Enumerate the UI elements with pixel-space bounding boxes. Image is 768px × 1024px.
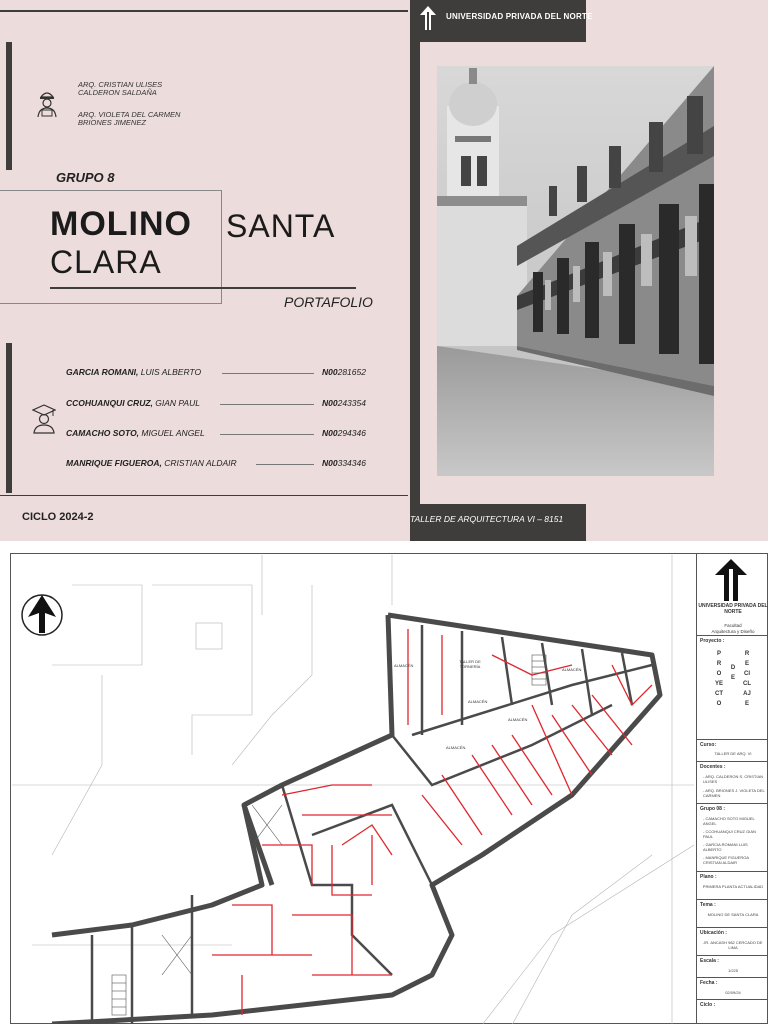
room-label: TALLER DE TORNERÍA <box>459 659 481 669</box>
title-word-santa: SANTA <box>226 208 336 244</box>
professor-icon <box>36 88 58 118</box>
top-rule <box>0 10 408 12</box>
leader-line <box>220 434 314 435</box>
code-number: 243354 <box>337 398 366 408</box>
room-label: ALMACÉN <box>446 745 466 750</box>
student-code <box>322 458 366 468</box>
bottom-rule <box>0 495 408 496</box>
university-name: UNIVERSIDAD PRIVADA DEL NORTE <box>446 12 593 21</box>
side-bar-professors <box>6 42 12 170</box>
professor-2-line2: BRIONES JIMENEZ <box>78 118 146 127</box>
group-member-2: - CCOHUANQUI CRUZ GIAN PAUL <box>703 829 756 839</box>
upn-logo-icon <box>711 559 751 601</box>
student-name <box>66 367 201 377</box>
workshop-label: TALLER DE ARQUITECTURA VI – 8151 <box>410 514 564 524</box>
title-block <box>696 553 768 1024</box>
student-code <box>322 398 366 408</box>
professor-2 <box>78 111 180 127</box>
student-name <box>66 398 200 408</box>
project-vertical-3: RECICLAJE <box>743 651 751 707</box>
student-surname: GARCIA ROMANI, <box>66 367 139 377</box>
group-member-1: - CAMACHO SOTO MIGUEL ANGEL <box>703 816 755 826</box>
course-label: Curso: <box>700 742 717 748</box>
leader-line <box>222 373 314 374</box>
group-member-3: - GARCIA ROMANI LUIS ALBERTO <box>703 842 748 852</box>
student-row <box>66 398 386 410</box>
student-row <box>66 367 386 379</box>
subtitle: PORTAFOLIO <box>284 294 373 310</box>
date-value: 02/09/24 <box>725 990 741 995</box>
legend-divider <box>697 899 768 900</box>
date-label: Fecha : <box>700 980 718 986</box>
floor-plan-drawing <box>12 555 694 1024</box>
plan-label: Plano : <box>700 874 717 880</box>
student-name <box>66 458 237 468</box>
code-number: 281652 <box>337 367 366 377</box>
course-value: TALLER DE ARQ. VI <box>714 751 752 756</box>
student-surname: MANRIQUE FIGUEROA, <box>66 458 162 468</box>
student-given-name: LUIS ALBERTO <box>138 367 202 377</box>
room-label: ALMACÉN <box>508 717 528 722</box>
student-row <box>66 458 386 470</box>
room-label: ALMACÉN <box>394 663 414 668</box>
group-label: Grupo 08 : <box>700 806 726 812</box>
building-photo-illustration <box>437 66 714 476</box>
room-label: ALMACÉN <box>468 699 488 704</box>
student-surname: CCOHUANQUI CRUZ, <box>66 398 153 408</box>
legend-divider <box>697 999 768 1000</box>
project-vertical-1: PROYECTO <box>715 651 724 707</box>
cover-edge <box>730 42 768 504</box>
professor-1-line2: CALDERON SALDAÑA <box>78 88 157 97</box>
legend-faculty <box>697 623 768 634</box>
student-code <box>322 367 366 377</box>
student-surname: CAMACHO SOTO, <box>66 428 140 438</box>
floor-plan-sheet <box>0 545 768 1024</box>
location-value: JR. ANCASH 982 CERCADO DE LIMA <box>703 940 763 950</box>
student-given-name: CRISTIAN ALDAIR <box>161 458 237 468</box>
student-name <box>66 428 205 438</box>
north-arrow-icon <box>22 595 62 635</box>
code-prefix: N00 <box>322 398 338 408</box>
legend-university: UNIVERSIDAD PRIVADA DEL NORTE <box>698 603 768 615</box>
teacher-1: - ARQ. CALDERON S. CRISTIAN ULISES <box>703 774 764 784</box>
cycle-label: CICLO 2024-2 <box>22 511 94 523</box>
group-member-4: - MANRIQUE FIGUEROA CRISTIAN ALDAIR <box>703 855 749 865</box>
legend-divider <box>697 803 768 804</box>
title-word-clara: CLARA <box>50 244 162 280</box>
faculty-label: Facultad <box>724 623 742 628</box>
legend-divider <box>697 977 768 978</box>
teachers-label: Docentes : <box>700 764 726 770</box>
code-prefix: N00 <box>322 367 338 377</box>
legend-divider <box>697 871 768 872</box>
scale-label: Escala : <box>700 958 719 964</box>
title-rule <box>50 287 356 289</box>
historic-photo <box>437 66 714 476</box>
student-given-name: GIAN PAUL <box>152 398 200 408</box>
code-number: 294346 <box>337 428 366 438</box>
location-label: Ubicación : <box>700 930 727 936</box>
cover-top-right <box>586 0 768 42</box>
project-label: Proyecto : <box>700 638 725 644</box>
code-number: 334346 <box>337 458 366 468</box>
legend-divider <box>697 761 768 762</box>
cycle-label: Ciclo : <box>700 1002 716 1008</box>
teacher-2: - ARQ. BRIONES J. VIOLETA DEL CARMEN <box>703 788 765 798</box>
student-row <box>66 428 386 440</box>
theme-label: Tema : <box>700 902 716 908</box>
code-prefix: N00 <box>322 458 338 468</box>
leader-line <box>220 404 314 405</box>
theme-value: MOLINO DE SANTA CLARA <box>707 912 759 917</box>
faculty-name: Arquitectura y Diseño <box>711 628 755 634</box>
side-bar-students <box>6 343 12 493</box>
legend-divider <box>697 635 768 636</box>
upn-logo-icon <box>420 6 436 30</box>
group-label: GRUPO 8 <box>56 170 115 185</box>
legend-divider <box>697 927 768 928</box>
student-icon <box>32 404 56 434</box>
room-label: ALMACÉN <box>562 667 582 672</box>
project-vertical-2: DE <box>730 665 736 681</box>
legend-divider <box>697 955 768 956</box>
professor-1 <box>78 81 162 97</box>
professor-2-line1: ARQ. VIOLETA DEL CARMEN <box>78 110 181 119</box>
legend-divider <box>697 739 768 740</box>
code-prefix: N00 <box>322 428 338 438</box>
scale-value: 1/225 <box>727 968 738 973</box>
student-given-name: MIGUEL ANGEL <box>139 428 205 438</box>
title-bold: MOLINO <box>50 205 192 243</box>
plan-value: PRIMERA PLANTA ACTUALIDAD <box>702 884 764 889</box>
student-code <box>322 428 366 438</box>
floor-plan <box>12 555 694 1024</box>
professor-1-line1: ARQ. CRISTIAN ULISES <box>78 80 163 89</box>
leader-line <box>256 464 314 465</box>
